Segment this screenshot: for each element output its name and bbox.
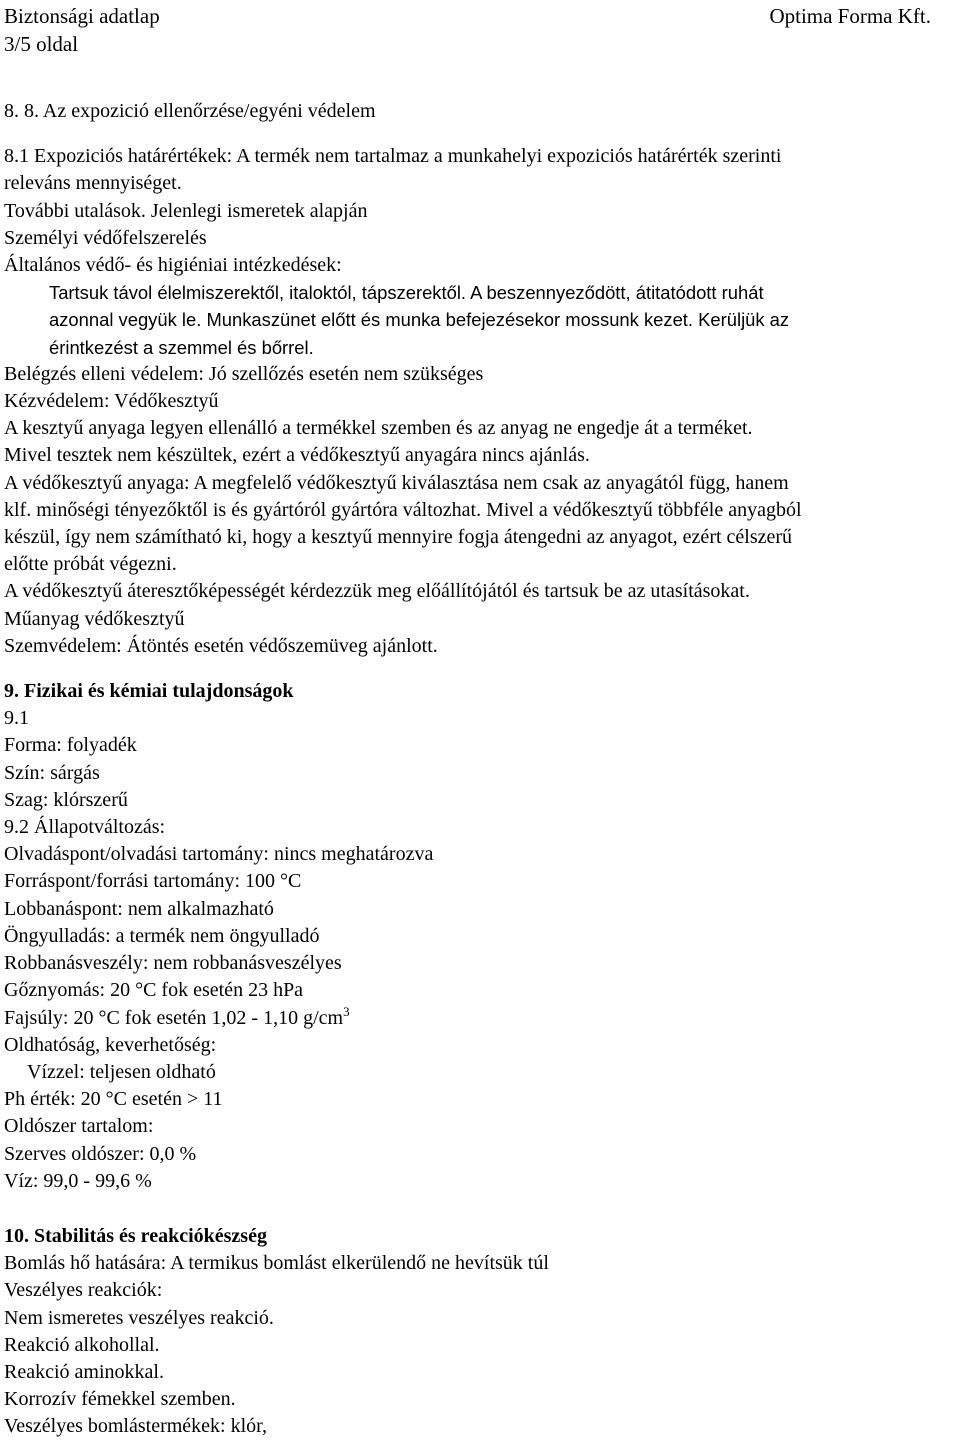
boiling-point: Forráspont/forrási tartomány: 100 °C: [4, 870, 302, 893]
ph-value: Ph érték: 20 °C esetén > 11: [4, 1088, 223, 1111]
glove-no-recommendation: Mivel tesztek nem készültek, ezért a védőkesztyű anyagára nincs ajánlás.: [4, 444, 590, 467]
melting-point: Olvadáspont/olvadási tartomány: nincs meghatározva: [4, 843, 434, 866]
reaction-amines: Reakció aminokkal.: [4, 1360, 164, 1383]
form-property: Forma: folyadék: [4, 734, 137, 757]
page-header: [0, 0, 960, 60]
solubility-heading: Oldhatóság, keverhetőség:: [4, 1033, 217, 1056]
thermal-decomposition: Bomlás hő hatására: A termikus bomlást elkerülendő ne hevítsük túl: [4, 1252, 549, 1275]
no-known-reaction: Nem ismeretes veszélyes reakció.: [4, 1306, 274, 1329]
glove-material-note: A kesztyű anyaga legyen ellenálló a termékkel szemben és az anyag ne engedje át a terméket.: [4, 417, 753, 440]
page-number: 3/5 oldal: [4, 32, 79, 56]
glove-type: Műanyag védőkesztyű: [4, 607, 185, 630]
density: [4, 1005, 954, 1032]
color-property: Szín: sárgás: [4, 761, 100, 784]
vapor-pressure: Gőznyomás: 20 °C fok esetén 23 hPa: [4, 979, 304, 1002]
hygiene-line2: azonnal vegyük le. Munkaszünet előtt és munka befejezésekor mossunk kezet. Kerüljük az: [49, 309, 790, 331]
further-notes: További utalások. Jelenlegi ismeretek alapján: [4, 199, 368, 222]
document-type: Biztonsági adatlap: [4, 4, 160, 28]
section-8-title: 8. 8. Az expozició ellenőrzése/egyéni védelem: [4, 100, 376, 122]
autoignition: Öngyulladás: a termék nem öngyulladó: [4, 924, 320, 947]
subsection-9-2: 9.2 Állapotváltozás:: [4, 816, 166, 839]
water-solubility: Vízzel: teljesen oldható: [27, 1060, 216, 1083]
glove-material-line2: klf. minőségi tényezőktől is és gyártóról gyártóra változhat. Mivel a védőkesztyű többféle anyagból: [4, 498, 802, 521]
hazardous-reactions-heading: Veszélyes reakciók:: [4, 1279, 163, 1302]
eye-protection: Szemvédelem: Átöntés esetén védőszemüveg ajánlott.: [4, 634, 438, 657]
odor-property: Szag: klórszerű: [4, 788, 128, 811]
header-left: [4, 2, 160, 58]
hygiene-line3: érintkezést a szemmel és bőrrel.: [49, 336, 314, 358]
hygiene-line1: Tartsuk távol élelmiszerektől, italoktól, tápszerektől. A beszennyeződött, átitatódott ruhát: [49, 282, 764, 304]
reaction-alcohol: Reakció alkohollal.: [4, 1333, 160, 1356]
water-content: Víz: 99,0 - 99,6 %: [4, 1169, 152, 1192]
exposure-limits-line1: 8.1 Expoziciós határértékek: A termék nem tartalmaz a munkahelyi expoziciós határérték szerinti: [4, 145, 782, 168]
density-superscript: 3: [343, 1003, 350, 1019]
solvent-content-heading: Oldószer tartalom:: [4, 1115, 154, 1138]
explosion-hazard: Robbanásveszély: nem robbanásveszélyes: [4, 952, 342, 975]
subsection-9-1: 9.1: [4, 707, 29, 730]
document-body: [4, 98, 954, 1441]
respiratory-protection: Belégzés elleni védelem: Jó szellőzés esetén nem szükséges: [4, 362, 484, 385]
hazardous-decomposition-products: Veszélyes bomlástermékek: klór,: [4, 1415, 268, 1438]
section-10-title: 10. Stabilitás és reakciókészség: [4, 1224, 267, 1247]
company-name: Optima Forma Kft.: [769, 4, 931, 28]
flash-point: Lobbanáspont: nem alkalmazható: [4, 897, 274, 920]
glove-material-line1: A védőkesztyű anyaga: A megfelelő védőkesztyű kiválasztása nem csak az anyagától függ, hanem: [4, 471, 789, 494]
hand-protection: Kézvédelem: Védőkesztyű: [4, 390, 219, 413]
exposure-limits-line2: releváns mennyiséget.: [4, 172, 182, 195]
glove-material-line4: előtte próbát végezni.: [4, 553, 177, 576]
glove-material-line3: készül, így nem számítható ki, hogy a kesztyű mennyire fogja átengedni az anyagot, ezért célszerű: [4, 526, 793, 549]
organic-solvent: Szerves oldószer: 0,0 %: [4, 1142, 197, 1165]
glove-permeability: A védőkesztyű áteresztőképességét kérdezzük meg előállítójától és tartsuk be az utasításokat.: [4, 580, 750, 603]
hygiene-heading: Általános védő- és higiéniai intézkedések:: [4, 254, 342, 277]
density-text: Fajsúly: 20 °C fok esetén 1,02 - 1,10 g/cm: [4, 1006, 344, 1029]
section-9-title: 9. Fizikai és kémiai tulajdonságok: [4, 680, 294, 703]
corrosive-metals: Korrozív fémekkel szemben.: [4, 1388, 236, 1411]
ppe-heading: Személyi védőfelszerelés: [4, 226, 207, 249]
